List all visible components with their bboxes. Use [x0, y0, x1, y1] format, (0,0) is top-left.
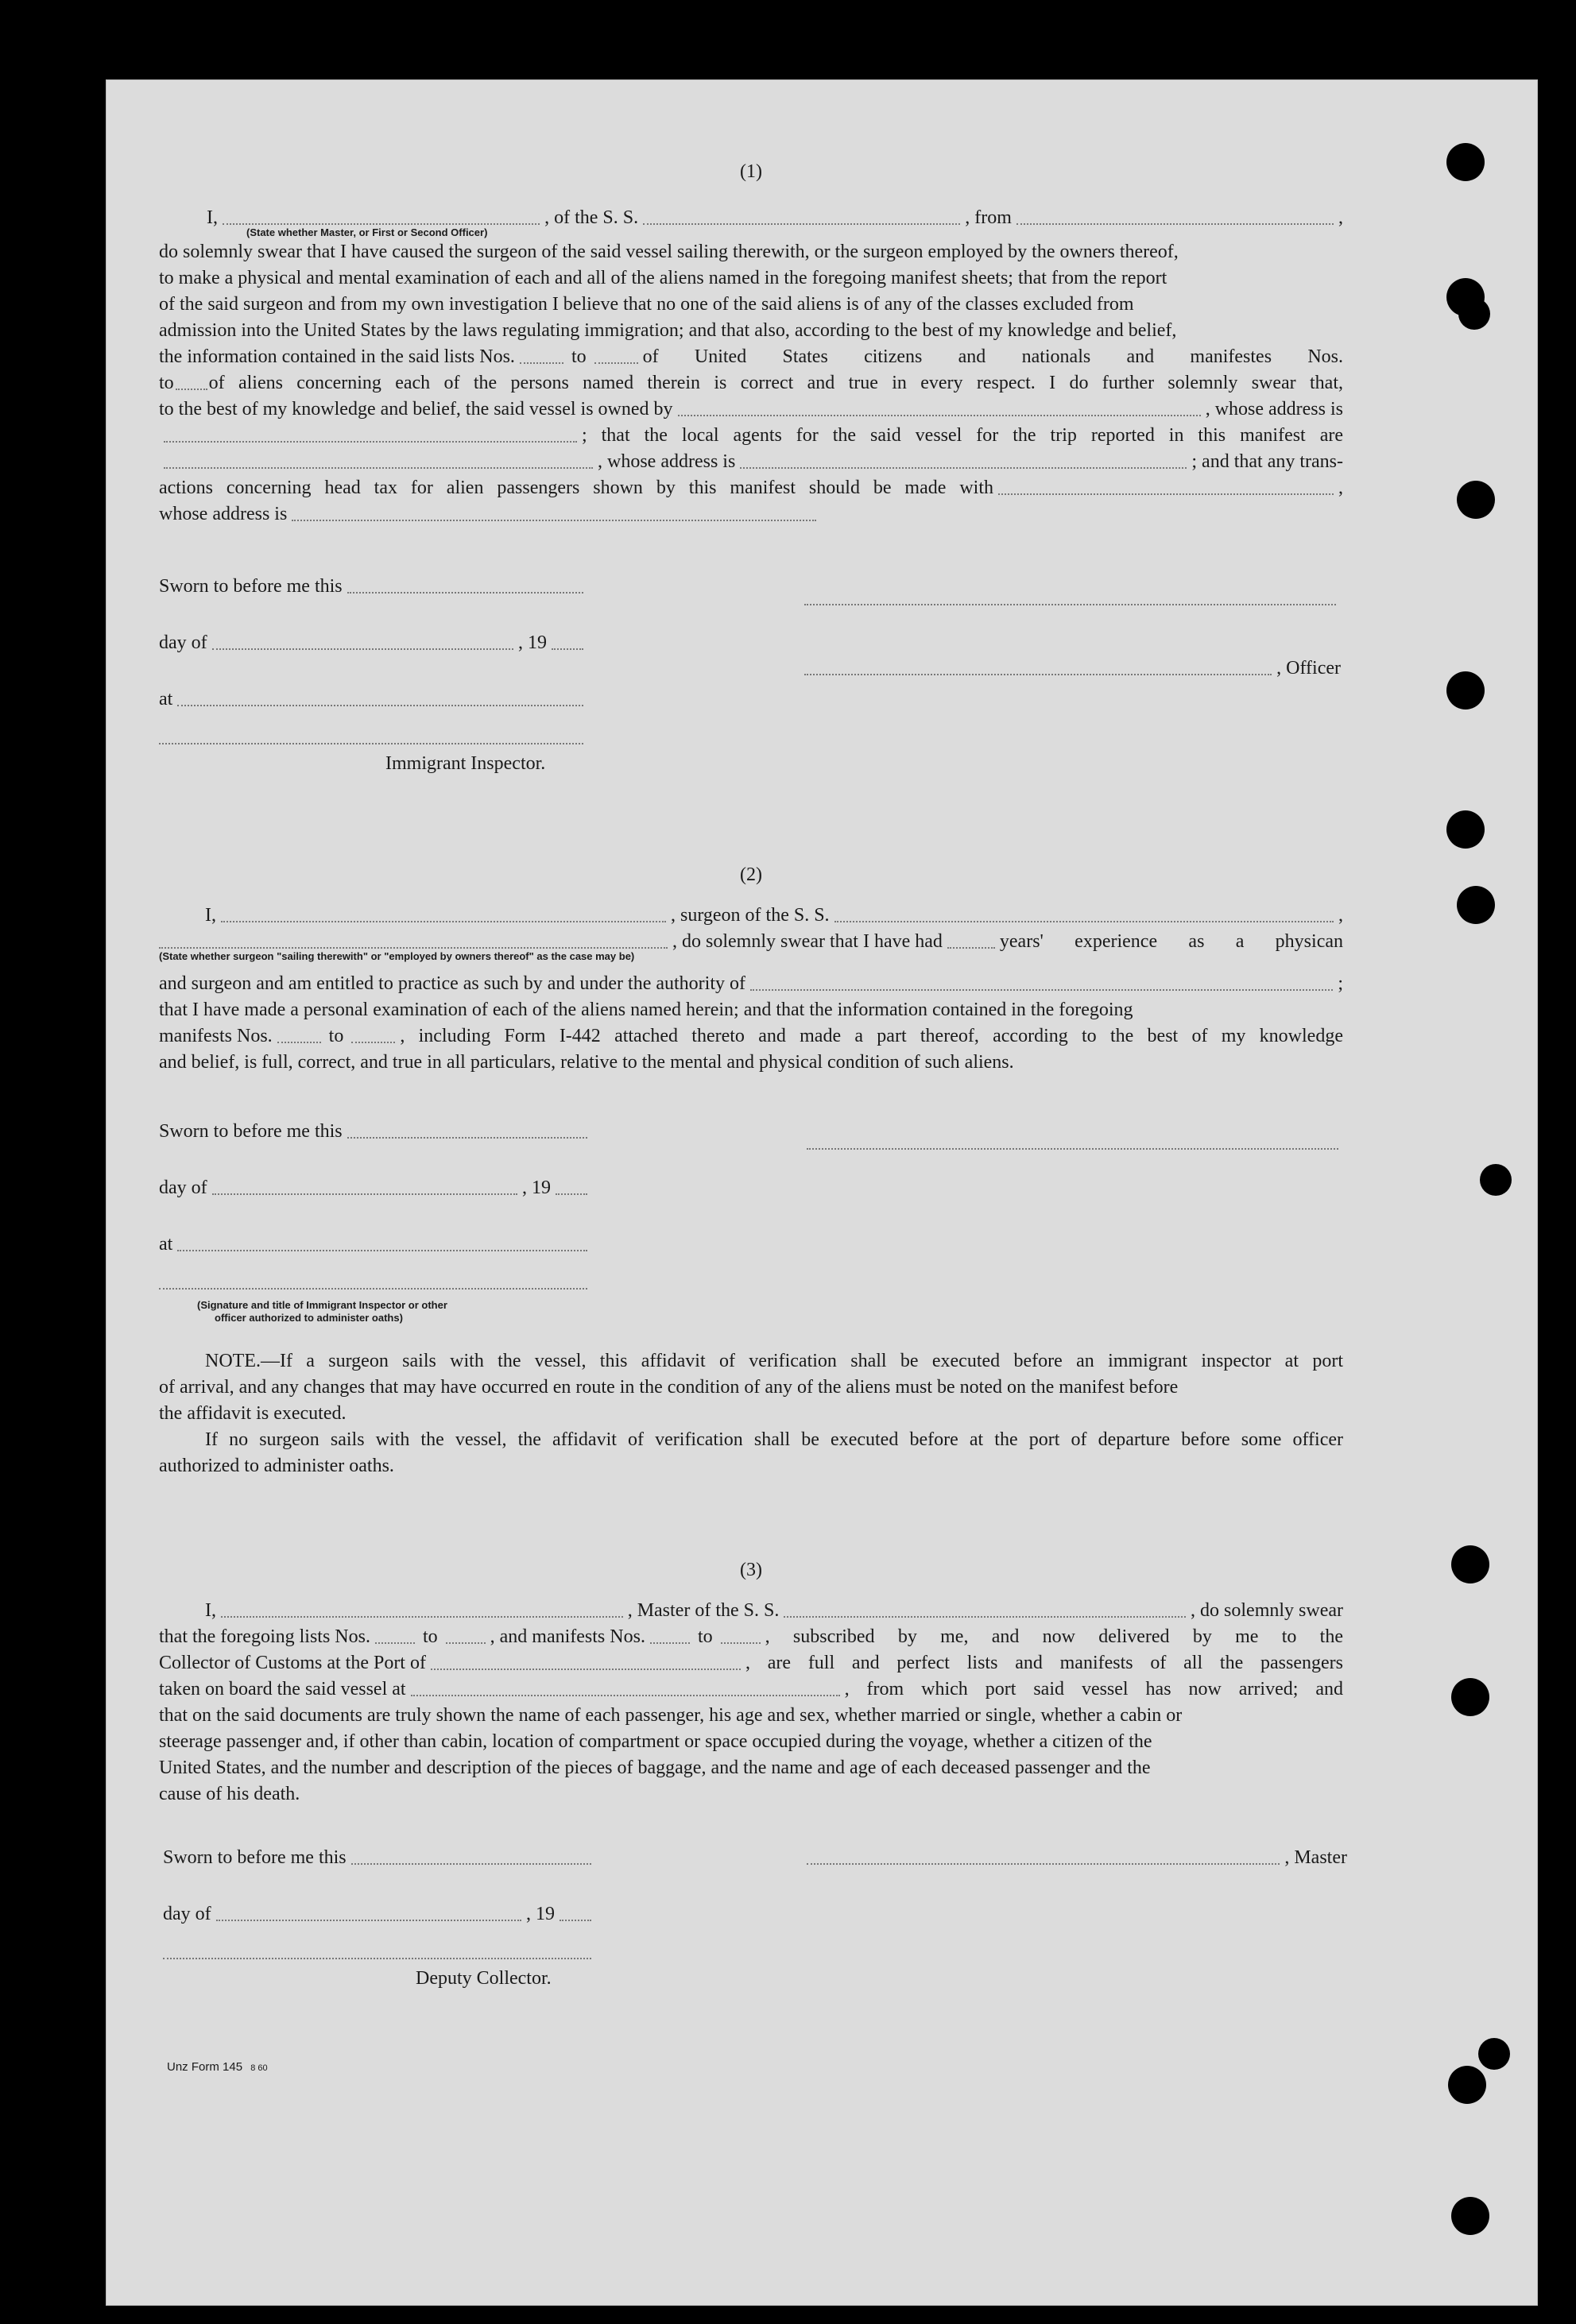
head-tax-agent-field[interactable]: [998, 493, 1334, 495]
list-no-field[interactable]: [520, 362, 563, 364]
manifest-no-field[interactable]: [277, 1042, 321, 1043]
sworn-block-1: Sworn to before me this day of , 19 at Immigrant Inspector.: [159, 574, 588, 777]
field-caption: (State whether surgeon "sailing therewith" or "employed by owners thereof" as the case may be): [159, 950, 635, 962]
agents-field[interactable]: [164, 467, 593, 469]
form-code: 8 60: [250, 2063, 268, 2073]
master-name-field[interactable]: [221, 1616, 623, 1618]
punch-hole: [1480, 1164, 1512, 1196]
form-number: Unz Form 145: [167, 2060, 243, 2074]
sworn-day-field[interactable]: [351, 1863, 591, 1865]
section-2: (2) I, , surgeon of the S. S. , , do solemnly swear that I have had years' experience as a physican (State whether surgeon "sailing therewith" or "employed by owners thereof" as the case may be) and surgeon and am entitled to practice as such by and under the authority of ; that I have made a personal examination of each of the aliens named herein; and that the information contained in the foregoing manifests Nos. to , including Form I-442 attached thereto and made a part thereof, according to the best of my knowledge and belief, is full, correct, and true in all particulars, relative to the mental and physical condition of such aliens.: [159, 862, 1343, 1076]
surgeon-signature-field[interactable]: [807, 1148, 1338, 1150]
surgeon-name-field[interactable]: [221, 921, 666, 922]
deputy-caption: Deputy Collector.: [416, 1968, 552, 1989]
authority-field[interactable]: [750, 989, 1333, 991]
inspector-caption: Immigrant Inspector.: [385, 753, 546, 774]
punch-hole: [1457, 886, 1495, 924]
note: NOTE.—If a surgeon sails with the vessel, this affidavit of verification shall be executed before an immigrant inspector at port of arrival, and any changes that may have occurred en route in the condition of any of the aliens must be noted on the manifest before the affidavit is executed. If no surgeon sails with the vessel, the affidavit of verification shall be executed before at the port of departure before some officer authorized to administer oaths.: [159, 1351, 1343, 1476]
head-tax-address-field[interactable]: [292, 520, 816, 521]
list-no-field[interactable]: [446, 1642, 486, 1644]
oath-i: I,: [207, 207, 218, 228]
list-no-field[interactable]: [375, 1642, 415, 1644]
section-1: (1) I, , of the S. S. , from , (State whether Master, or First or Second Officer) do solemnly swear that I have caused the surgeon of the said vessel sailing therewith, or the surgeon employed by the owners thereof, to make a physical and mental examination of each and all of the aliens named in the foregoing manifest sheets; that from the report of the said surgeon and from my own investigation I believe that no one of the said aliens is of any of the classes excluded from admission into the United States by the laws regulating immigration; and that also, according to the best of my knowledge and belief, the information contained in the said lists Nos. to of United States citizens and nationals and manifestes Nos. to of aliens concerning each of the persons named therein is correct and true in every respect. I do further solemnly swear that, to the best of my knowledge and belief, the said vessel is owned by , whose address is ; that the local agents for the said vessel for the trip reported in this manifest are , whose address is ; and that any trans- actions concerning head tax for alien passengers shown by this manifest should be made with , whose address is: [159, 159, 1343, 528]
agents-address-field[interactable]: [740, 467, 1187, 469]
sworn-block-2: Sworn to before me this day of , 19 at (Signature and title of Immigrant Inspector or other officer authorized to administer oaths): [159, 1119, 592, 1324]
officer-name-field[interactable]: [804, 674, 1272, 675]
punch-hole: [1451, 2197, 1489, 2235]
section-number: (2): [740, 864, 762, 885]
year-field[interactable]: [556, 1193, 587, 1195]
punch-hole: [1457, 481, 1495, 519]
manifest-no-field[interactable]: [176, 389, 207, 390]
field-caption: (State whether Master, or First or Second Officer): [246, 226, 488, 238]
surgeon-status-field[interactable]: [159, 947, 668, 949]
deputy-signature-field[interactable]: [163, 1958, 591, 1959]
officer-signature-field[interactable]: [804, 604, 1336, 605]
place-field[interactable]: [177, 705, 583, 706]
section-3: (3) I, , Master of the S. S. , do solemnly swear that the foregoing lists Nos. to , and manifests Nos. to , subscribed by me, and now delivered by me to the Collector of Customs at the Port of , are full and perfect lists and manifests of all the passengers taken on board the said vessel at , from which port said vessel has now arrived; and that on the said documents are truly shown the name of each passenger, his age and sex, whether married or single, whether a cabin or steerage passenger and, if other than cabin, location of compartment or space occupied during the voyage, whether a citizen of the United States, and the number and description of the pieces of baggage, and the name and age of each deceased passenger and the cause of his death.: [159, 1557, 1343, 1808]
punch-hole: [1446, 671, 1485, 710]
place-field[interactable]: [177, 1250, 587, 1251]
punch-hole: [1446, 143, 1485, 181]
sworn-block-3: Sworn to before me this day of , 19 Deputy Collector.: [163, 1845, 596, 1992]
punch-hole: [1451, 1545, 1489, 1583]
list-no-field[interactable]: [594, 362, 638, 364]
section-number: (3): [740, 1560, 762, 1580]
owner-address-field[interactable]: [164, 441, 577, 443]
month-field[interactable]: [216, 1920, 521, 1921]
vessel-name-field[interactable]: [784, 1616, 1186, 1618]
punch-hole: [1451, 1678, 1489, 1716]
year-field[interactable]: [560, 1920, 591, 1921]
punch-hole: [1446, 810, 1485, 849]
month-field[interactable]: [212, 1193, 517, 1195]
sworn-day-field[interactable]: [347, 1137, 587, 1139]
boarding-port-field[interactable]: [411, 1695, 840, 1696]
officer-rank-field[interactable]: [223, 223, 540, 225]
years-field[interactable]: [947, 947, 995, 949]
punch-hole: [1458, 298, 1490, 330]
month-field[interactable]: [212, 648, 513, 650]
port-field[interactable]: [431, 1669, 741, 1670]
year-field[interactable]: [552, 648, 583, 650]
manifest-no-field[interactable]: [351, 1042, 395, 1043]
master-signature-field[interactable]: [807, 1863, 1280, 1865]
vessel-name-field[interactable]: [834, 921, 1334, 922]
inspector-signature-field[interactable]: [159, 1288, 587, 1290]
inspector-signature-field[interactable]: [159, 743, 583, 744]
punch-hole: [1448, 2066, 1486, 2104]
manifest-no-field[interactable]: [721, 1642, 761, 1644]
manifest-no-field[interactable]: [650, 1642, 690, 1644]
departure-port-field[interactable]: [1016, 223, 1334, 225]
vessel-name-field[interactable]: [643, 223, 960, 225]
section-number: (1): [740, 161, 762, 182]
sworn-day-field[interactable]: [347, 592, 583, 594]
owner-field[interactable]: [678, 415, 1201, 416]
punch-hole: [1478, 2038, 1510, 2070]
form-footer: [167, 2059, 268, 2076]
